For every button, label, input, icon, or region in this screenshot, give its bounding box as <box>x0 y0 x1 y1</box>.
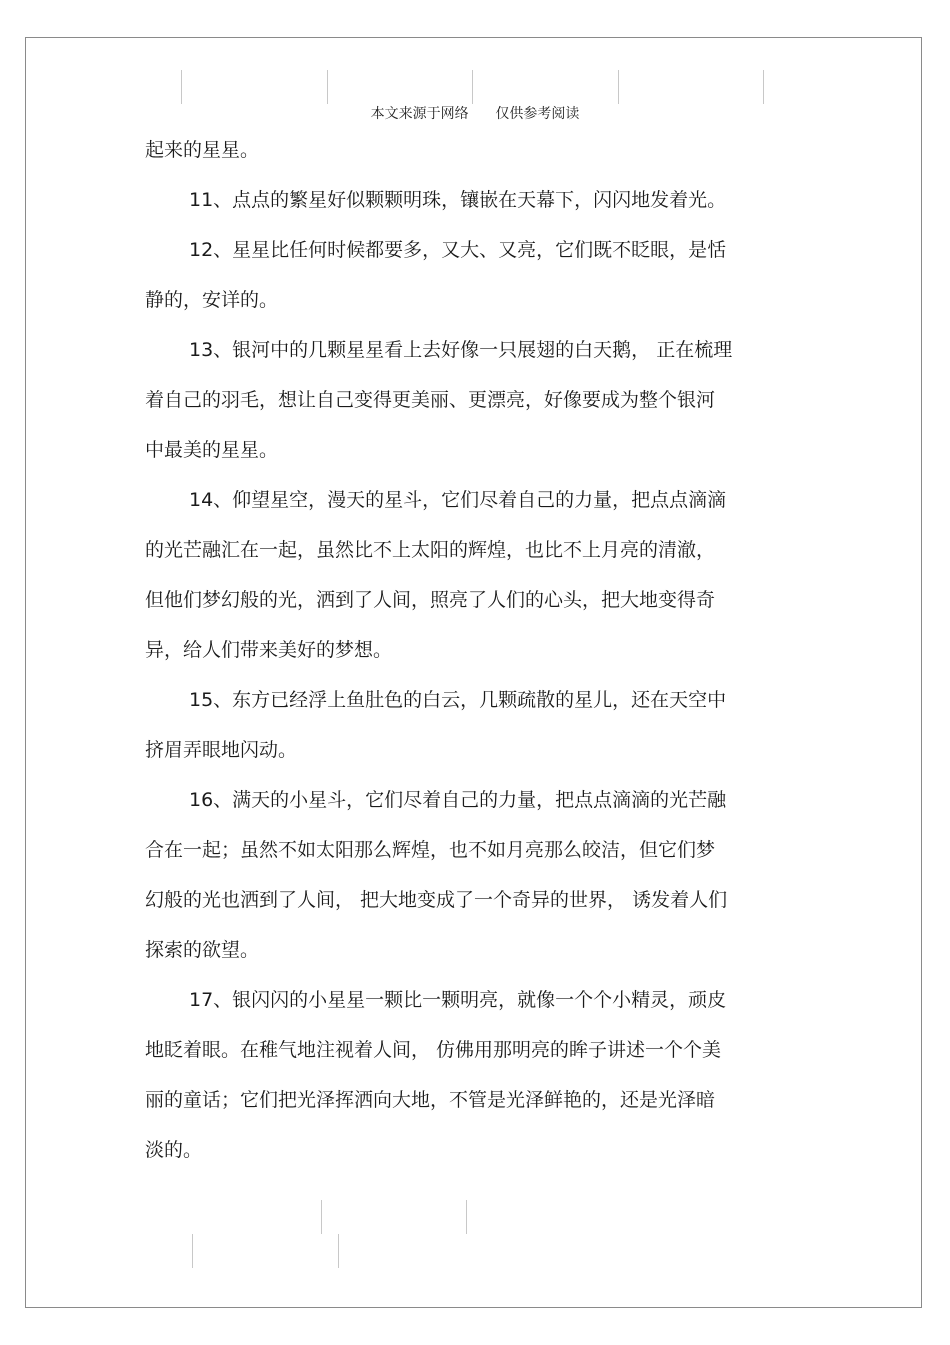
text-line: 探索的欲望。 <box>145 939 260 961</box>
header-divider <box>181 70 182 104</box>
source-note: 本文来源于网络 仅供参考阅读 <box>370 106 580 122</box>
text-line: 12、星星比任何时候都要多，又大、又亮，它们既不眨眼，是恬 <box>189 239 727 261</box>
text-line: 丽的童话；它们把光泽挥洒向大地，不管是光泽鲜艳的，还是光泽暗 <box>145 1089 716 1111</box>
text-line: 16、满天的小星斗，它们尽着自己的力量，把点点滴滴的光芒融 <box>189 789 727 811</box>
page-frame <box>25 37 922 1308</box>
text-line: 淡的。 <box>145 1139 203 1161</box>
text-line: 11、点点的繁星好似颗颗明珠，镶嵌在天幕下，闪闪地发着光。 <box>189 189 727 211</box>
header-divider <box>327 70 328 104</box>
footer-divider <box>338 1234 339 1268</box>
footer-divider <box>321 1200 322 1234</box>
text-line: 但他们梦幻般的光，洒到了人间，照亮了人们的心头，把大地变得奇 <box>145 589 716 611</box>
text-line: 起来的星星。 <box>145 139 260 161</box>
text-line: 幻般的光也洒到了人间， 把大地变成了一个奇异的世界， 诱发着人们 <box>145 889 728 911</box>
text-line: 中最美的星星。 <box>145 439 279 461</box>
footer-divider <box>466 1200 467 1234</box>
text-line: 14、仰望星空，漫天的星斗，它们尽着自己的力量，把点点滴滴 <box>189 489 727 511</box>
footer-divider <box>192 1234 193 1268</box>
header-divider <box>618 70 619 104</box>
text-line: 13、银河中的几颗星星看上去好像一只展翅的白天鹅， 正在梳理 <box>189 339 733 361</box>
text-line: 异，给人们带来美好的梦想。 <box>145 639 393 661</box>
text-line: 静的，安详的。 <box>145 289 279 311</box>
text-line: 着自己的羽毛，想让自己变得更美丽、更漂亮，好像要成为整个银河 <box>145 389 716 411</box>
text-line: 挤眉弄眼地闪动。 <box>145 739 298 761</box>
text-line: 15、东方已经浮上鱼肚色的白云，几颗疏散的星儿，还在天空中 <box>189 689 727 711</box>
text-line: 合在一起；虽然不如太阳那么辉煌，也不如月亮那么皎洁，但它们梦 <box>145 839 716 861</box>
header-divider <box>763 70 764 104</box>
text-line: 17、银闪闪的小星星一颗比一颗明亮，就像一个个小精灵，顽皮 <box>189 989 727 1011</box>
text-line: 地眨着眼。在稚气地注视着人间， 仿佛用那明亮的眸子讲述一个个美 <box>145 1039 722 1061</box>
header-divider <box>472 70 473 104</box>
text-line: 的光芒融汇在一起，虽然比不上太阳的辉煌，也比不上月亮的清澈， <box>145 539 716 561</box>
